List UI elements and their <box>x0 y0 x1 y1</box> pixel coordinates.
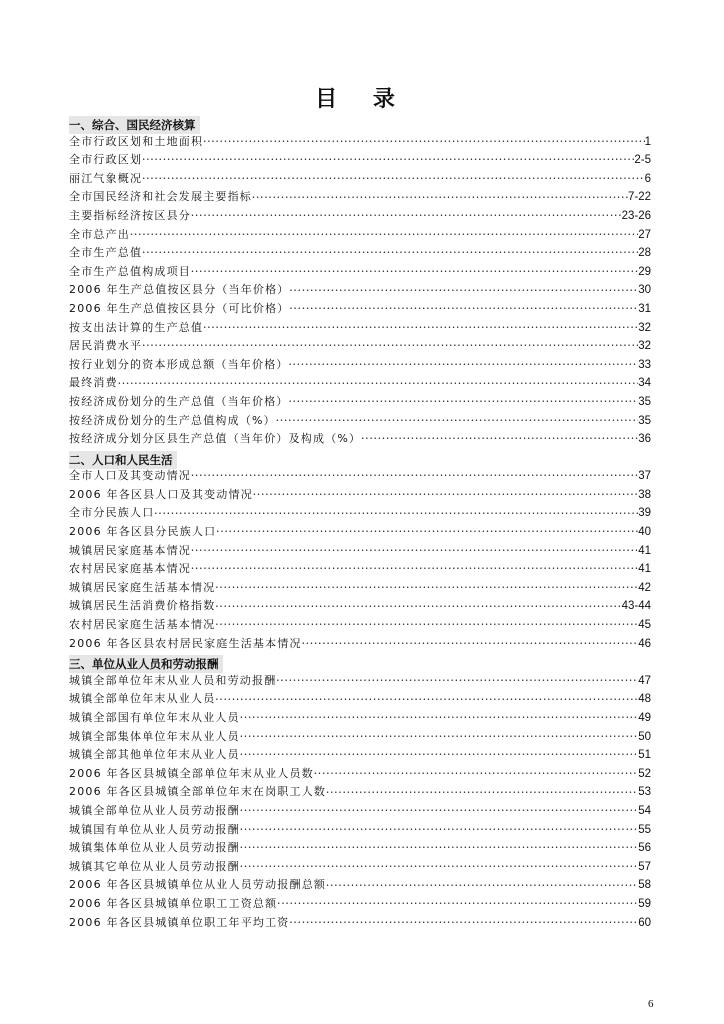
toc-entry-label: 全市分民族人口 <box>69 506 155 520</box>
toc-entry-label: 全市总产出 <box>69 227 130 241</box>
toc-entry-page: 29 <box>638 265 651 278</box>
toc-entry-label: 城镇居民家庭基本情况 <box>69 543 191 557</box>
dot-leader <box>302 635 639 654</box>
dot-leader <box>240 839 638 858</box>
dot-leader <box>215 579 638 598</box>
toc-entry[interactable] <box>69 412 651 431</box>
toc-entry-page: 34 <box>638 377 651 390</box>
toc-entry[interactable] <box>69 876 651 895</box>
toc-entry-page: 35 <box>638 395 651 408</box>
toc-entry[interactable] <box>69 226 651 245</box>
toc-entry[interactable] <box>69 467 651 486</box>
dot-leader <box>240 821 638 840</box>
toc-entry-label: 城镇居民家庭生活基本情况 <box>69 580 216 594</box>
toc-entry-label: 农村居民家庭生活基本情况 <box>69 618 216 632</box>
toc-entry-label: 城镇全部单位年末从业人员 <box>69 692 216 706</box>
toc-entry-page: 43-44 <box>621 600 651 613</box>
dot-leader <box>240 746 638 765</box>
toc-entry-page: 48 <box>638 693 651 706</box>
toc-entry-page: 42 <box>638 581 651 594</box>
toc-entry-label: 城镇全部单位年末从业人员和劳动报酬 <box>69 673 277 687</box>
toc-entry-page: 28 <box>638 247 651 260</box>
toc-entry-label: 2006 年各区县人口及其变动情况 <box>69 487 253 501</box>
toc-entry-page: 32 <box>638 321 651 334</box>
dot-leader <box>142 244 638 263</box>
toc-entry[interactable] <box>69 672 651 691</box>
toc-entry-label: 城镇全部集体单位年末从业人员 <box>69 729 240 743</box>
toc-entry-page: 58 <box>638 879 651 892</box>
page-number: 6 <box>648 998 654 1010</box>
toc-entry-page: 31 <box>638 302 651 315</box>
dot-leader <box>130 226 638 245</box>
toc-entry-label: 2006 年各区县城镇全部单位年末从业人员数 <box>69 766 314 780</box>
dot-leader <box>240 728 638 747</box>
toc-entry[interactable] <box>69 133 651 152</box>
dot-leader <box>290 282 639 301</box>
dot-leader <box>289 356 639 375</box>
toc-entry-label: 全市国民经济和社会发展主要指标 <box>69 190 252 204</box>
toc-entry-label: 按经济成份划分的生产总值（当年价格） <box>69 394 289 408</box>
toc-entry-page: 7-22 <box>627 191 651 204</box>
dot-leader <box>118 375 638 394</box>
toc-entry-page: 53 <box>638 786 651 799</box>
toc-entry-label: 2006 年各区县城镇单位从业人员劳动报酬总额 <box>69 878 327 892</box>
toc-entry-page: 35 <box>638 414 651 427</box>
dot-leader <box>142 337 638 356</box>
toc-entry[interactable] <box>69 300 651 319</box>
toc-entry-label: 城镇居民生活消费价格指数 <box>69 599 216 613</box>
toc-entry-page: 38 <box>638 488 651 501</box>
section-heading[interactable]: 二、人口和人民生活 <box>69 451 177 469</box>
toc-entry[interactable] <box>69 579 651 598</box>
toc-entry[interactable] <box>69 560 651 579</box>
toc-entry-label: 全市生产总值 <box>69 246 143 260</box>
dot-leader <box>191 560 638 579</box>
toc-entry-page: 39 <box>638 507 651 520</box>
toc-entry-label: 按经济成份划分的生产总值构成（%） <box>69 413 276 427</box>
dot-leader <box>240 858 638 877</box>
toc-entry-label: 2006 年生产总值按区县分（当年价格） <box>69 283 290 297</box>
dot-leader <box>240 802 638 821</box>
toc-entry-page: 54 <box>638 804 651 817</box>
toc-entry-page: 37 <box>638 470 651 483</box>
toc-entry[interactable] <box>69 709 651 728</box>
section-heading-row <box>69 114 651 133</box>
toc-entry[interactable] <box>69 151 651 170</box>
dot-leader <box>191 207 622 226</box>
page-title: 目 录 <box>315 86 409 112</box>
toc-entry-page: 45 <box>638 619 651 632</box>
toc-entry-label: 丽江气象概况 <box>69 171 143 185</box>
toc-entry[interactable] <box>69 281 651 300</box>
toc-entry-label: 全市行政区划 <box>69 153 143 167</box>
toc-entry-page: 41 <box>638 544 651 557</box>
section-heading[interactable]: 三、单位从业人员和劳动报酬 <box>69 655 223 673</box>
dot-leader <box>276 672 638 691</box>
dot-leader <box>361 430 638 449</box>
toc-entry[interactable] <box>69 839 651 858</box>
toc-entry-label: 城镇集体单位从业人员劳动报酬 <box>69 841 240 855</box>
table-of-contents <box>69 114 651 932</box>
toc-entry-label: 按支出法计算的生产总值 <box>69 320 204 334</box>
toc-entry[interactable] <box>69 597 651 616</box>
toc-entry[interactable] <box>69 783 651 802</box>
toc-entry-page: 23-26 <box>621 209 651 222</box>
toc-entry-label: 居民消费水平 <box>69 339 143 353</box>
toc-entry-page: 50 <box>638 730 651 743</box>
dot-leader <box>191 263 638 282</box>
toc-entry-page: 6 <box>644 172 651 185</box>
toc-entry-label: 2006 年各区县城镇全部单位年末在岗职工人数 <box>69 785 327 799</box>
toc-entry-label: 城镇全部单位从业人员劳动报酬 <box>69 803 240 817</box>
section-heading-row <box>69 653 651 672</box>
toc-entry-page: 47 <box>638 674 651 687</box>
toc-entry[interactable] <box>69 616 651 635</box>
toc-entry[interactable] <box>69 356 651 375</box>
toc-entry-label: 农村居民家庭基本情况 <box>69 562 191 576</box>
toc-entry-page: 46 <box>638 637 651 650</box>
section-heading-row <box>69 449 651 468</box>
dot-leader <box>289 393 639 412</box>
toc-entry-page: 56 <box>638 842 651 855</box>
toc-entry[interactable] <box>69 430 651 449</box>
dot-leader <box>215 691 638 710</box>
toc-entry-page: 41 <box>638 563 651 576</box>
dot-leader <box>216 523 638 542</box>
toc-entry[interactable] <box>69 635 651 654</box>
dot-leader <box>191 542 638 561</box>
toc-entry[interactable] <box>69 895 651 914</box>
toc-entry-label: 城镇其它单位从业人员劳动报酬 <box>69 859 240 873</box>
toc-entry-page: 33 <box>638 358 651 371</box>
dot-leader <box>252 189 628 208</box>
toc-entry[interactable] <box>69 486 651 505</box>
toc-entry[interactable] <box>69 690 651 709</box>
toc-entry-label: 全市生产总值构成项目 <box>69 264 191 278</box>
toc-entry-label: 城镇全部其他单位年末从业人员 <box>69 748 240 762</box>
section-heading[interactable]: 一、综合、国民经济核算 <box>69 116 200 134</box>
dot-leader <box>215 616 638 635</box>
toc-entry-page: 49 <box>638 712 651 724</box>
dot-leader <box>154 505 638 524</box>
toc-entry-label: 全市人口及其变动情况 <box>69 469 191 483</box>
toc-entry-page: 27 <box>638 228 651 241</box>
toc-entry-label: 按行业划分的资本形成总额（当年价格） <box>69 357 289 371</box>
toc-entry-page: 32 <box>638 340 651 353</box>
toc-entry[interactable] <box>69 188 651 207</box>
toc-entry-page: 40 <box>638 526 651 539</box>
dot-leader <box>142 151 634 170</box>
toc-entry-page: 57 <box>638 860 651 873</box>
toc-entry[interactable] <box>69 802 651 821</box>
toc-entry-label: 全市行政区划和土地面积 <box>69 134 204 148</box>
toc-entry-page: 30 <box>638 284 651 297</box>
dot-leader <box>326 784 638 803</box>
dot-leader <box>203 133 644 152</box>
toc-entry-label: 2006 年各区县分民族人口 <box>69 525 217 539</box>
dot-leader <box>290 914 639 933</box>
dot-leader <box>253 486 638 505</box>
toc-entry[interactable] <box>69 858 651 877</box>
dot-leader <box>203 319 638 338</box>
toc-entry[interactable] <box>69 319 651 338</box>
toc-entry-page: 55 <box>638 823 651 836</box>
dot-leader <box>191 467 638 486</box>
toc-entry[interactable] <box>69 170 651 189</box>
toc-entry[interactable] <box>69 263 651 282</box>
toc-entry-label: 城镇国有单位从业人员劳动报酬 <box>69 822 240 836</box>
dot-leader <box>326 877 638 896</box>
toc-entry-label: 2006 年各区县城镇单位职工工资总额 <box>69 896 278 910</box>
toc-entry-label: 2006 年各区县城镇单位职工年平均工资 <box>69 915 290 929</box>
dot-leader <box>142 170 644 189</box>
toc-entry[interactable] <box>69 765 651 784</box>
toc-entry[interactable] <box>69 523 651 542</box>
toc-entry[interactable] <box>69 504 651 523</box>
dot-leader <box>215 598 621 617</box>
toc-entry-label: 2006 年各区县农村居民家庭生活基本情况 <box>69 636 302 650</box>
toc-entry[interactable] <box>69 244 651 263</box>
toc-entry[interactable] <box>69 746 651 765</box>
toc-entry-page: 36 <box>638 433 651 446</box>
toc-entry-label: 按经济成分划分区县生产总值（当年价）及构成（%） <box>69 432 362 446</box>
toc-entry-label: 城镇全部国有单位年末从业人员 <box>69 711 240 724</box>
toc-entry[interactable] <box>69 542 651 561</box>
toc-entry-page: 2-5 <box>634 154 651 167</box>
toc-entry-label: 主要指标经济按区县分 <box>69 208 191 222</box>
dot-leader <box>276 412 638 431</box>
toc-entry[interactable] <box>69 393 651 412</box>
toc-entry-page: 52 <box>638 767 651 780</box>
toc-entry-page: 60 <box>638 916 651 929</box>
toc-entry-page: 59 <box>638 897 651 910</box>
toc-entry[interactable] <box>69 821 651 840</box>
toc-entry-label: 最终消费 <box>69 376 118 390</box>
dot-leader <box>314 765 638 784</box>
toc-entry-label: 2006 年生产总值按区县分（可比价格） <box>69 301 290 315</box>
toc-entry-page: 51 <box>638 749 651 762</box>
toc-entry[interactable] <box>69 914 651 933</box>
toc-entry[interactable] <box>69 374 651 393</box>
toc-entry[interactable] <box>69 728 651 747</box>
dot-leader <box>240 709 638 728</box>
toc-entry[interactable] <box>69 207 651 226</box>
toc-entry-page: 1 <box>644 135 651 148</box>
toc-entry[interactable] <box>69 337 651 356</box>
dot-leader <box>290 300 639 319</box>
dot-leader <box>277 895 638 914</box>
